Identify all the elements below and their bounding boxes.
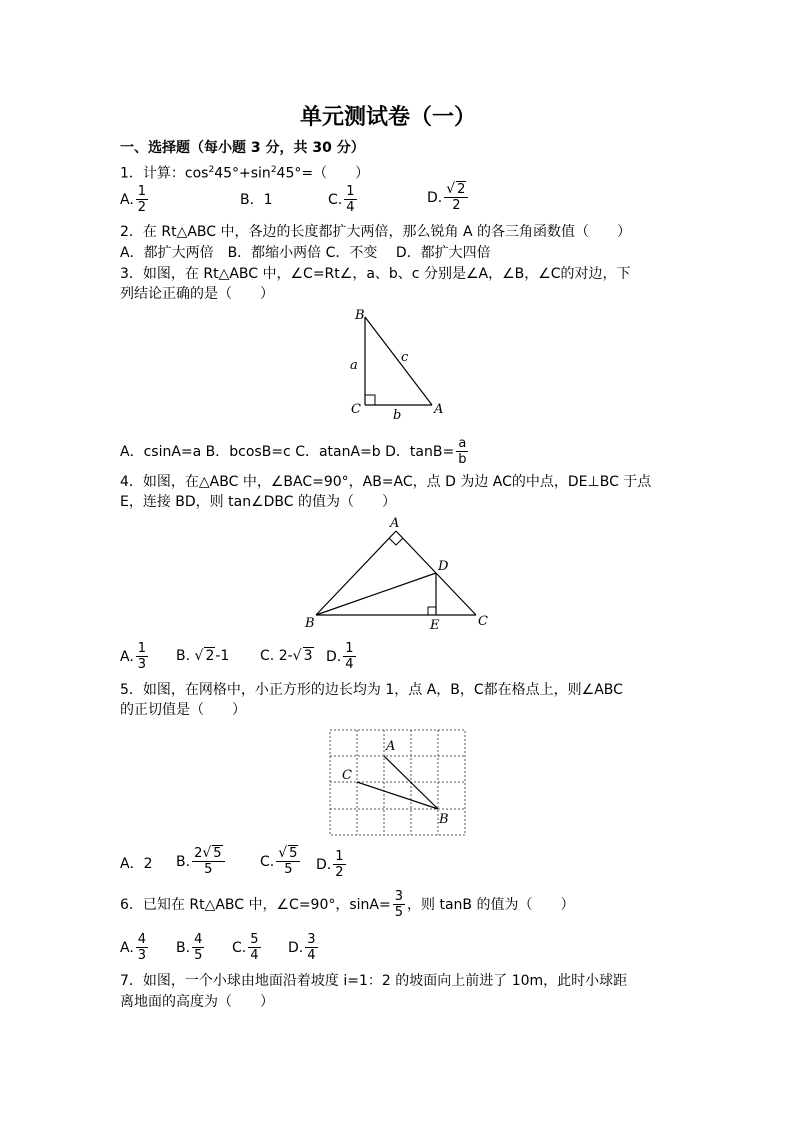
q6-a-fraction: $\frac{4}{3}$	[137, 932, 147, 963]
q4-d-fraction: $\frac{1}{4}$	[345, 641, 354, 672]
question-5-option-d[interactable]	[316, 849, 348, 880]
q4-d-label: D.	[326, 648, 342, 665]
q6-a-label: A.	[120, 939, 134, 956]
question-1-option-c[interactable]	[328, 184, 359, 215]
question-7-line2: 离地面的高度为（ ）	[120, 994, 274, 1010]
q3-label-a: a	[350, 358, 358, 373]
q5-label-C: C	[342, 768, 352, 783]
q1-sup2: 2	[270, 165, 277, 175]
q3-label-b: b	[393, 408, 402, 423]
q6-stem-pre: 6．已知在 Rt△ABC 中，∠C=90°，sinA=	[120, 896, 391, 913]
q1-d-fraction: $\frac{√ 2}{2}$	[444, 182, 468, 213]
q1-d-label: D.	[427, 189, 443, 206]
question-6-option-d[interactable]	[288, 932, 320, 963]
q1-stem-pre: 1．计算：cos	[120, 165, 209, 182]
question-7-line1: 7．如图，一个小球由地面沿着坡度 i=1：2 的坡面向上前进了 10m，此时小球距	[120, 973, 628, 989]
q4-label-A: A	[390, 516, 400, 531]
q4-c-pre: 2-	[278, 648, 293, 664]
q5-b-label: B.	[176, 853, 191, 870]
q5-label-B: B	[439, 812, 449, 827]
q5-label-A: A	[386, 739, 396, 754]
q5-segment-cb	[357, 782, 438, 809]
q4-segment-bd	[316, 573, 436, 615]
q6-b-label: B.	[176, 939, 191, 956]
q4-b-post: -1	[215, 648, 230, 664]
q3-label-B: B	[355, 308, 365, 323]
question-4-option-c[interactable]: C. 2-√ 3	[260, 648, 313, 664]
q3-triangle-figure	[340, 305, 450, 425]
question-1-option-d[interactable]	[427, 182, 470, 213]
question-5-option-b[interactable]	[176, 846, 227, 877]
question-6-stem	[120, 889, 574, 920]
q6-c-fraction: $\frac{5}{4}$	[250, 932, 259, 963]
q1-c-fraction: $\frac{1}{4}$	[346, 184, 355, 215]
question-2-stem: 2．在 Rt△ABC 中，各边的长度都扩大两倍，那么锐角 A 的各三角函数值（ ）	[120, 224, 631, 240]
q3-d-fraction: $\frac{a}{b}$	[458, 436, 467, 467]
question-1-option-a[interactable]	[120, 184, 150, 215]
q4-side-ab	[316, 531, 396, 615]
question-4-line2: E，连接 BD，则 tan∠DBC 的值为（ ）	[120, 494, 396, 510]
q4-a-label: A.	[120, 648, 134, 665]
q4-right-angle-a	[389, 538, 403, 545]
question-4-option-d[interactable]	[326, 641, 358, 672]
q4-c-radicand: 3	[303, 648, 313, 664]
page-title: 单元测试卷（一）	[300, 104, 477, 130]
question-6-option-c[interactable]	[232, 932, 263, 963]
q1-stem-post: 45°=（ ）	[276, 165, 370, 182]
q4-right-angle-e	[428, 607, 436, 615]
q5-c-label: C.	[260, 853, 275, 870]
question-5-line2: 的正切值是（ ）	[120, 702, 246, 718]
q3-right-angle-mark	[365, 395, 375, 405]
question-3-options[interactable]	[120, 436, 470, 467]
q4-label-B: B	[305, 616, 315, 631]
question-5-option-c[interactable]	[260, 846, 302, 877]
question-6-option-b[interactable]	[176, 932, 206, 963]
q1-a-label: A.	[120, 191, 134, 208]
q5-b-fraction: $\frac{2√ 5}{5}$	[192, 846, 224, 877]
q6-d-fraction: $\frac{3}{4}$	[307, 932, 316, 963]
q6-stem-post: ，则 tanB 的值为（ ）	[407, 896, 575, 913]
q3-label-C: C	[351, 402, 361, 417]
q4-a-fraction: $\frac{1}{3}$	[137, 641, 147, 672]
q4-c-label: C.	[260, 648, 275, 664]
q3-side-c	[365, 317, 432, 405]
q5-grid-figure	[325, 725, 470, 840]
q6-d-label: D.	[288, 939, 304, 956]
q5-d-label: D.	[316, 856, 332, 873]
question-4-line1: 4．如图，在△ABC 中，∠BAC=90°，AB=AC，点 D 为边 AC的中点，DE⊥BC 于点	[120, 474, 652, 490]
q4-label-D: D	[438, 559, 449, 574]
q6-c-label: C.	[232, 939, 247, 956]
q1-stem-mid: 45°+sin	[214, 165, 271, 182]
q5-c-fraction: $\frac{√ 5}{5}$	[276, 846, 300, 877]
q4-label-E: E	[430, 618, 440, 633]
question-4-option-b[interactable]: B. √ 2-1	[176, 648, 230, 664]
q1-a-fraction: $\frac{1}{2}$	[137, 184, 147, 215]
q3-options-text: A．csinA=a B．bcosB=c C．atanA=b D．tanB=	[120, 443, 455, 460]
q4-label-C: C	[478, 614, 488, 629]
section-heading: 一、选择题（每小题 3 分，共 30 分）	[120, 140, 365, 156]
question-1-stem	[120, 161, 369, 183]
q4-triangle-figure	[300, 515, 500, 635]
q6-b-fraction: $\frac{4}{5}$	[194, 932, 203, 963]
q6-sin-fraction: $\frac{3}{5}$	[394, 889, 404, 920]
q1-c-label: C.	[328, 191, 343, 208]
question-1-option-b[interactable]: B．1	[240, 192, 273, 208]
q4-b-radicand: 2	[205, 648, 215, 664]
question-6-option-a[interactable]	[120, 932, 150, 963]
q3-label-c: c	[401, 350, 409, 365]
q3-label-A: A	[434, 402, 444, 417]
q5-d-fraction: $\frac{1}{2}$	[335, 849, 344, 880]
q4-b-label: B.	[176, 648, 191, 664]
question-3-line1: 3．如图，在 Rt△ABC 中，∠C=Rt∠，a、b、c 分别是∠A，∠B，∠C的对边，下	[120, 266, 631, 282]
question-5-line1: 5．如图，在网格中，小正方形的边长均为 1，点 A，B，C都在格点上，则∠ABC	[120, 682, 623, 698]
question-4-option-a[interactable]	[120, 641, 150, 672]
q1-sup1: 2	[208, 165, 215, 175]
question-3-line2: 列结论正确的是（ ）	[120, 286, 274, 302]
question-5-option-a[interactable]: A．2	[120, 856, 153, 872]
question-2-options[interactable]: A．都扩大两倍 B．都缩小两倍 C．不变 D．都扩大四倍	[120, 245, 491, 261]
